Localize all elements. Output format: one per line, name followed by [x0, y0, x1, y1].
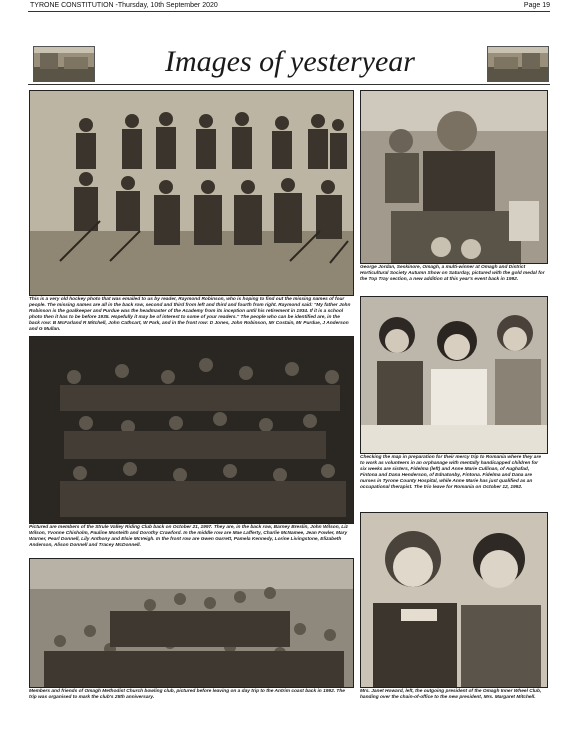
title-rule — [28, 84, 550, 85]
inner-wheel-photo — [360, 512, 548, 688]
romania-caption: Checking the map in preparation for their mercy trip to Romania where they are to work as volunteers in an orphanage with mentally handicapped children for six weeks are sisters, Fidelma (left) and Anne Marie Cullinan, of Aughafad, Fintona and Dana Henderson, of Ednatonby, Fintona. Fidelma and Dana are nurses in Tyrone County Hospital, while Anne Marie has just qualified as an occupational therapist. The trio leave for Romania on October 12, 1992. — [360, 455, 541, 490]
left-thumbnail-photo — [33, 46, 95, 82]
newspaper-masthead: TYRONE CONSTITUTION -Thursday, 10th September 2020 — [30, 2, 218, 9]
riding-club-photo — [29, 336, 354, 524]
bowling-club-photo — [29, 558, 354, 688]
page-number: Page 19 — [523, 2, 550, 9]
header-rule — [28, 11, 550, 12]
riding-club-caption: Pictured are members of the Strule Valley Riding Club back on October 21, 1997. They are, in the back row, Barney Breslin, John Wilson, Liz Wilson, Yvonne Chisholm, Pauline Monteith and Dorothy Crawford. In the middle row are Mae Lafferty, Charlie McNamee, Jean Fowler, Mary Warner, Pearl Donnell, Lily Anthony and Elsie McVeigh. In the front row are Gwen Garrett, Pamela Kennedy, Lorine Livingstone, Elizabeth Anderson, Alison Donnell and Tracey McDonnell. — [29, 525, 348, 548]
bowling-caption: Members and friends of Omagh Methodist Church bowling club, pictured before leaving on a day trip to the Antrim coast back in 1992. The trip was organised to mark the club's 25th anniversary. — [29, 689, 345, 700]
george-jordan-photo — [360, 90, 548, 264]
page-title: Images of yesteryear — [165, 45, 415, 78]
right-thumbnail-photo — [487, 46, 549, 82]
hockey-caption: This is a very old hockey photo that was emailed to us by reader, Raymond Robinson, who is hoping to find out the missing names of four people. The missing names are all in the back row, second and third from left and third and fourth from right. Raymond said: "My father John Robinson is the goalkeeper and Purdue was the headmaster of the Academy from its inception until his retirement in 1934. If it is a school photo then it has to be before 1935. Hopefully it may be of interest to some of your readers." The people who can be identified are, in the back row: B McFarland R Mitchell, John Cathcart, W Park, and in the front row: D Jones, John Robinson, Mr Costain, Mr Purdue, J Anderson and G Mullan. — [29, 297, 351, 332]
hockey-team-photo — [29, 90, 354, 296]
jordan-caption: George Jordan, Seskinore, Omagh, a multi-winner at Omagh and District Horticultural Society Autumn Show on Saturday, pictured with the gold medal for the Top Tray section, a new addition at this year's event back in 1992. — [360, 265, 545, 282]
inner-wheel-caption: Mrs. Janet Howard, left, the outgoing president of the Omagh Inner Wheel Club, handing over the chain-of-office to the new president, Mrs. Margaret Mitchell. — [360, 689, 542, 700]
romania-trip-photo — [360, 296, 548, 454]
